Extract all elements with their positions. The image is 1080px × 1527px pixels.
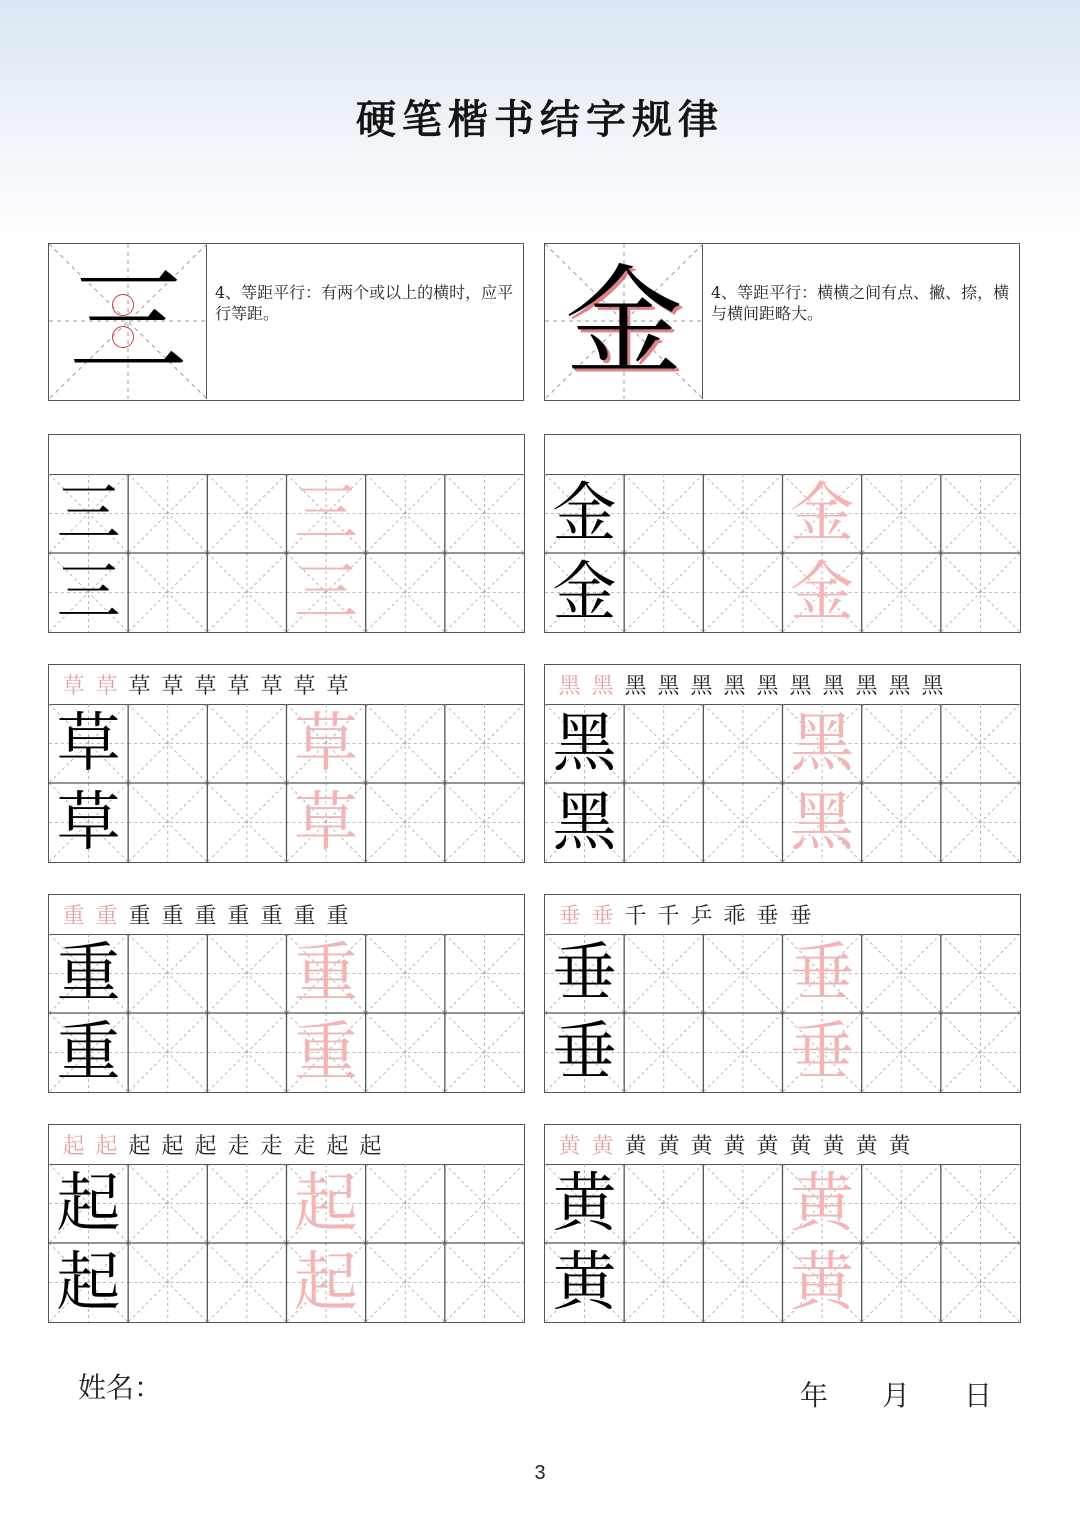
model-char: 黄 xyxy=(552,1245,617,1320)
model-char: 起 xyxy=(56,1245,121,1320)
intro-note: 4、等距平行：有两个或以上的横时，应平行等距。 xyxy=(215,283,514,323)
trace-char: 金 xyxy=(790,476,854,551)
stroke-step: 黄 xyxy=(789,1134,812,1159)
stroke-step: 重 xyxy=(227,904,250,929)
trace-char: 草 xyxy=(294,785,358,860)
stroke-step: 走 xyxy=(227,1134,250,1159)
trace-char: 黑 xyxy=(790,785,854,860)
stroke-step: 黄 xyxy=(690,1134,713,1159)
spacing-circle xyxy=(112,326,134,348)
practice-block xyxy=(48,664,525,863)
stroke-step: 黑 xyxy=(756,674,779,699)
trace-char: 三 xyxy=(294,555,358,630)
stroke-step: 起 xyxy=(161,1134,184,1159)
stroke-step: 垂 xyxy=(789,904,812,929)
stroke-step: 黑 xyxy=(591,674,614,699)
model-char: 金 xyxy=(552,555,617,630)
stroke-step: 重 xyxy=(128,904,151,929)
intro-note: 4、等距平行：横横之间有点、撇、捺，横与横间距略大。 xyxy=(711,283,1010,323)
intro-panel-jin xyxy=(544,243,1020,401)
stroke-step: 起 xyxy=(326,1134,349,1159)
intro-model-char: 金 xyxy=(564,252,683,391)
practice-block xyxy=(544,894,1021,1093)
model-char: 黑 xyxy=(552,785,617,860)
stroke-step: 黄 xyxy=(888,1134,911,1159)
stroke-step: 草 xyxy=(260,674,283,699)
stroke-step: 千 xyxy=(657,904,680,929)
intro-model-char: 三 xyxy=(68,252,187,391)
model-char: 金 xyxy=(552,476,617,551)
stroke-step: 草 xyxy=(293,674,316,699)
stroke-step: 起 xyxy=(194,1134,217,1159)
stroke-step: 起 xyxy=(359,1134,382,1159)
trace-char: 草 xyxy=(294,706,358,781)
stroke-step: 起 xyxy=(95,1134,118,1159)
stroke-step: 草 xyxy=(227,674,250,699)
name-label: 姓名： xyxy=(78,1371,163,1404)
stroke-step: 黑 xyxy=(723,674,746,699)
stroke-step: 垂 xyxy=(558,904,581,929)
stroke-step: 重 xyxy=(161,904,184,929)
stroke-step: 起 xyxy=(128,1134,151,1159)
model-char: 三 xyxy=(56,476,121,551)
trace-char: 黄 xyxy=(790,1166,854,1241)
intro-char-cell xyxy=(545,244,703,399)
stroke-step: 走 xyxy=(293,1134,316,1159)
stroke-step: 黄 xyxy=(624,1134,647,1159)
stroke-step: 草 xyxy=(161,674,184,699)
stroke-order-strip xyxy=(49,665,524,705)
trace-char: 金 xyxy=(790,555,854,630)
stroke-step: 千 xyxy=(624,904,647,929)
stroke-step: 黑 xyxy=(690,674,713,699)
trace-char: 垂 xyxy=(790,936,854,1011)
month-label: 月 xyxy=(882,1379,911,1412)
practice-block xyxy=(48,434,525,633)
stroke-step: 黄 xyxy=(558,1134,581,1159)
stroke-step: 黑 xyxy=(789,674,812,699)
model-char: 三 xyxy=(56,555,121,630)
stroke-step: 黄 xyxy=(657,1134,680,1159)
stroke-step: 黑 xyxy=(657,674,680,699)
stroke-order-strip xyxy=(49,435,524,475)
page-title: 硬笔楷书结字规律 xyxy=(356,96,724,143)
trace-char: 起 xyxy=(294,1166,358,1241)
practice-block xyxy=(544,664,1021,863)
stroke-step: 走 xyxy=(260,1134,283,1159)
stroke-step: 乒 xyxy=(690,904,713,929)
stroke-step: 重 xyxy=(326,904,349,929)
trace-char: 垂 xyxy=(790,1015,854,1090)
trace-char: 重 xyxy=(294,936,358,1011)
stroke-step: 重 xyxy=(62,904,85,929)
stroke-step: 黑 xyxy=(888,674,911,699)
stroke-step: 乖 xyxy=(723,904,746,929)
stroke-step: 重 xyxy=(95,904,118,929)
stroke-step: 黄 xyxy=(591,1134,614,1159)
model-char: 垂 xyxy=(552,1015,617,1090)
stroke-order-strip xyxy=(49,895,524,935)
stroke-step: 黑 xyxy=(921,674,944,699)
practice-block xyxy=(544,1124,1021,1323)
year-label: 年 xyxy=(800,1379,829,1412)
stroke-step: 重 xyxy=(194,904,217,929)
stroke-step: 黑 xyxy=(624,674,647,699)
stroke-order-strip xyxy=(49,1125,524,1165)
model-char: 起 xyxy=(56,1166,121,1241)
model-char: 重 xyxy=(56,1015,121,1090)
stroke-step: 草 xyxy=(95,674,118,699)
stroke-step: 重 xyxy=(293,904,316,929)
model-char: 垂 xyxy=(552,936,617,1011)
model-char: 草 xyxy=(56,706,121,781)
trace-char: 黄 xyxy=(790,1245,854,1320)
trace-char: 黑 xyxy=(790,706,854,781)
stroke-step: 重 xyxy=(260,904,283,929)
stroke-step: 草 xyxy=(128,674,151,699)
stroke-step: 黄 xyxy=(756,1134,779,1159)
practice-block xyxy=(48,894,525,1093)
stroke-step: 黑 xyxy=(558,674,581,699)
stroke-step: 垂 xyxy=(591,904,614,929)
practice-block xyxy=(544,434,1021,633)
trace-char: 重 xyxy=(294,1015,358,1090)
stroke-step: 黄 xyxy=(855,1134,878,1159)
intro-panel-san xyxy=(48,243,524,401)
stroke-step: 黄 xyxy=(723,1134,746,1159)
stroke-order-strip xyxy=(545,665,1020,705)
stroke-order-strip xyxy=(545,1125,1020,1165)
model-char: 草 xyxy=(56,785,121,860)
stroke-order-strip xyxy=(545,435,1020,475)
stroke-order-strip xyxy=(545,895,1020,935)
practice-block xyxy=(48,1124,525,1323)
stroke-step: 黄 xyxy=(822,1134,845,1159)
page-number: 3 xyxy=(534,1462,546,1484)
spacing-circle xyxy=(112,294,134,316)
stroke-step: 草 xyxy=(326,674,349,699)
intro-char-cell xyxy=(49,244,207,399)
trace-char: 三 xyxy=(294,476,358,551)
stroke-step: 垂 xyxy=(756,904,779,929)
model-char: 黑 xyxy=(552,706,617,781)
day-label: 日 xyxy=(964,1379,993,1412)
stroke-step: 草 xyxy=(62,674,85,699)
stroke-step: 黑 xyxy=(822,674,845,699)
stroke-step: 起 xyxy=(62,1134,85,1159)
model-char: 黄 xyxy=(552,1166,617,1241)
model-char: 重 xyxy=(56,936,121,1011)
stroke-step: 草 xyxy=(194,674,217,699)
trace-char: 起 xyxy=(294,1245,358,1320)
stroke-step: 黑 xyxy=(855,674,878,699)
